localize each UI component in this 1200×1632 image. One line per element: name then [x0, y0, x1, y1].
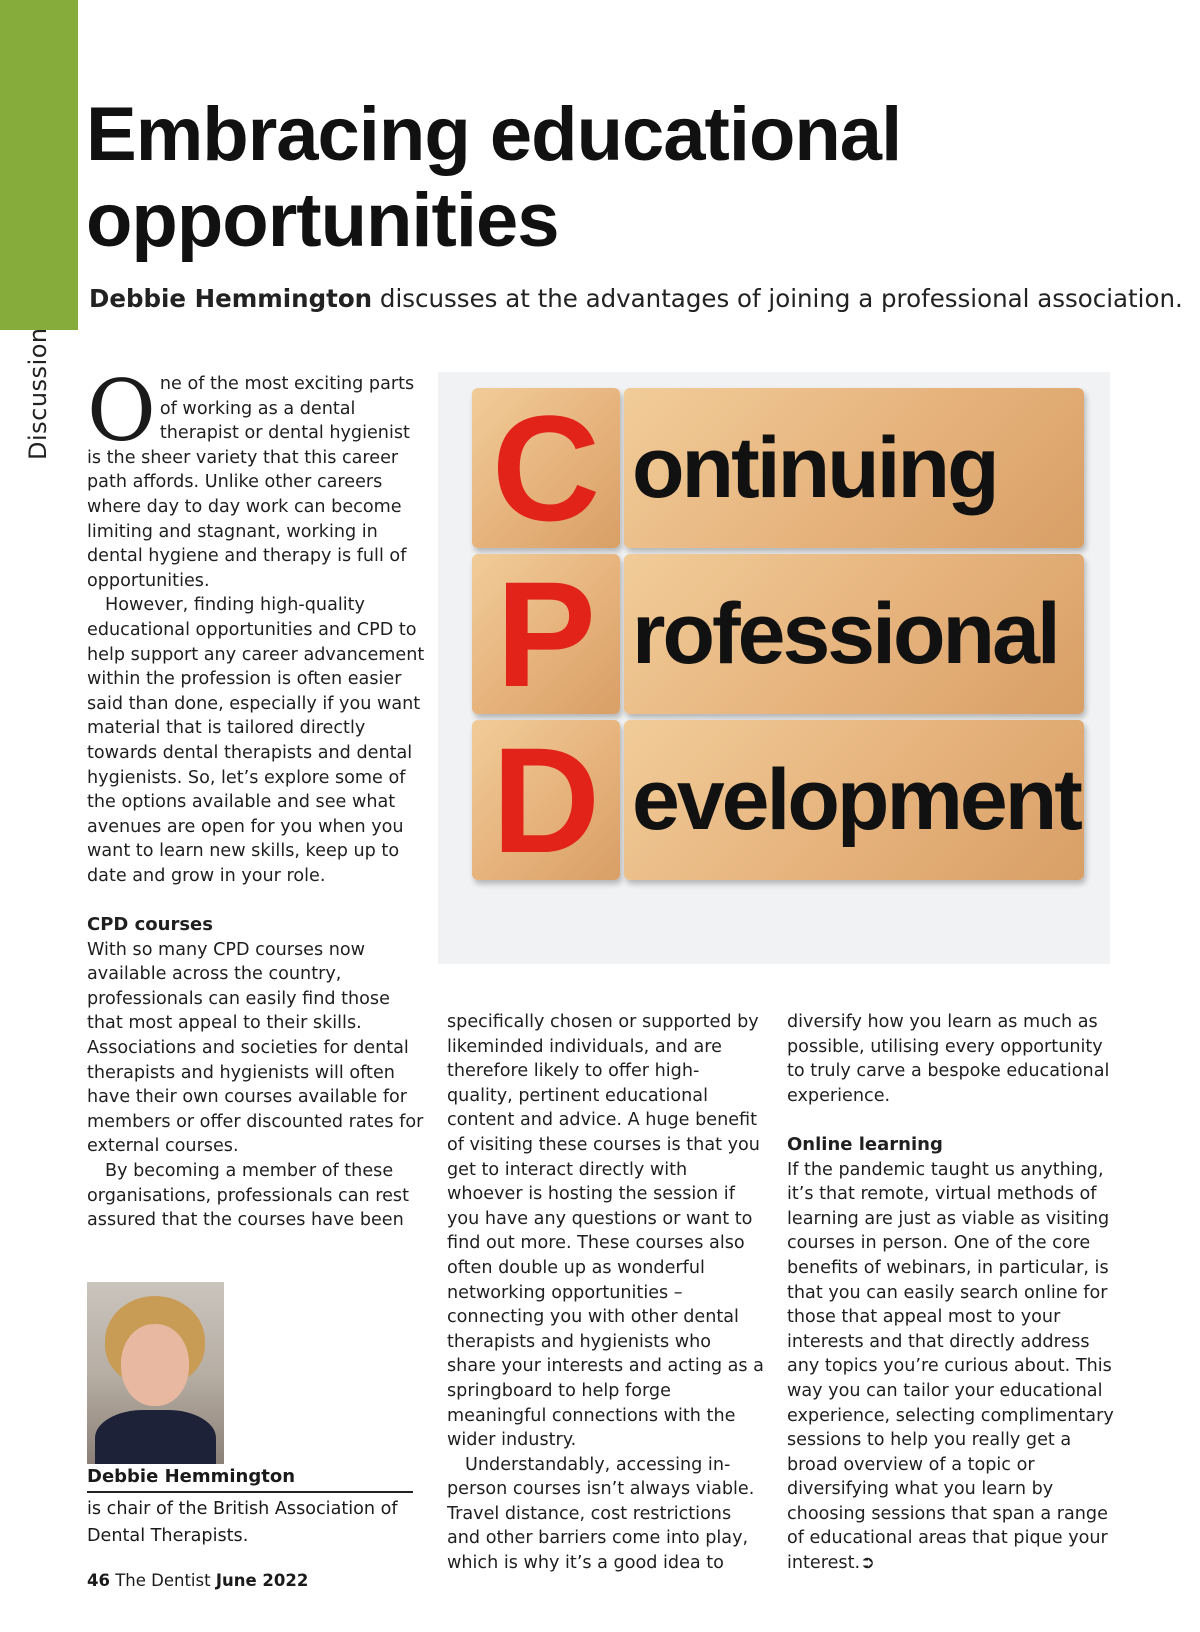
wood-cube-d [472, 716, 620, 884]
subheading-cpd-courses: CPD courses [87, 914, 213, 936]
image-letter-p: P [495, 550, 597, 718]
wood-cube-c [472, 384, 620, 552]
publication-name: The Dentist [115, 1571, 211, 1590]
paragraph: specifically chosen or supported by likeminded individuals, and are therefore likely to offer high-quality, pertinent educational content and advice. A huge benefit of visiting these courses is that you get to interact directly with whoever is hosting the session if you have any questions or want to find out more. These courses also often double up as wonderful networking opportunities – connecting you with other dental therapists and hygienists who share your interests and acting as a springboard to help forge meaningful connections with the wider industry. [447, 1012, 764, 1451]
paragraph: However, finding high-quality educational opportunities and CPD to help support any career advancement within the profession is often easier said than done, especially if you want material that is tailored directly towards dental therapists and dental hygienists. So, let’s explore some of the options available and see what avenues are open for you when you want to learn new skills, keep up to date and grow in your role. [87, 595, 425, 886]
wood-bar-continuing [624, 388, 1084, 548]
image-letter-c: C [491, 384, 601, 552]
article-column-1 [87, 362, 425, 1233]
wood-bar-development [624, 720, 1084, 880]
end-mark-icon: ➲ [860, 1553, 875, 1574]
section-accent-bar [0, 0, 78, 330]
image-word-professional: rofessional [632, 586, 1058, 682]
article-title: Embracing educational opportunities [86, 92, 902, 263]
paragraph-final-text: If the pandemic taught us anything, it’s that remote, virtual methods of learning are just as viable as visiting courses in person. One of the core benefits of webinars, in particular, is that you can easily search online for those that appeal most to your interests and that directly address any topics you’re curious about. This way you can tailor your educational experience, selecting complimentary sessions to help you really get a broad overview of a topic or diversifying what you learn by choosing sessions that span a range of educational areas that pique your interest. [787, 1159, 1114, 1574]
paragraph: diversify how you learn as much as possible, utilising every opportunity to truly carve a bespoke educational experience. [787, 1012, 1110, 1106]
drop-cap: O [87, 362, 156, 460]
paragraph-intro [87, 362, 425, 593]
paragraph-final [787, 1158, 1117, 1576]
cpd-blocks-image [438, 372, 1110, 964]
author-name: Debbie Hemmington [87, 1466, 413, 1493]
paragraph: Understandably, accessing in-person courses isn’t always viable. Travel distance, cost restrictions and other barriers come into play, which is why it’s a good idea to [447, 1454, 755, 1574]
standfirst [89, 284, 1189, 313]
image-word-development: evelopment [632, 752, 1080, 848]
article-column-2 [447, 1010, 765, 1576]
author-bio: is chair of the British Association of Dental Therapists. [87, 1499, 398, 1546]
standfirst-text: discusses at the advantages of joining a professional association. [372, 284, 1183, 313]
image-word-continuing: ontinuing [632, 420, 997, 516]
paragraph: With so many CPD courses now available across the country, professionals can easily find those that most appeal to their skills. Associations and societies for dental therapists and hygienists will often have their own courses available for members or offer discounted rates for external courses. [87, 939, 424, 1157]
article-column-3 [787, 1010, 1117, 1576]
paragraph-intro-text: ne of the most exciting parts of working as a dental therapist or dental hygienist is the sheer variety that this career path affords. Unlike other careers where day to day work can become limiting and stagnant, working in dental hygiene and therapy is full of opportunities. [87, 374, 415, 591]
page-footer [87, 1571, 308, 1590]
wood-bar-professional [624, 554, 1084, 714]
standfirst-author: Debbie Hemmington [89, 284, 373, 313]
image-letter-d: D [491, 716, 601, 884]
page-number: 46 [87, 1571, 110, 1590]
paragraph: By becoming a member of these organisations, professionals can rest assured that the courses have been [87, 1161, 409, 1231]
issue-date: June 2022 [215, 1571, 309, 1590]
section-label: Discussion [24, 327, 52, 460]
wood-cube-p [472, 550, 620, 718]
subheading-online-learning: Online learning [787, 1133, 943, 1155]
author-photo [87, 1282, 224, 1464]
